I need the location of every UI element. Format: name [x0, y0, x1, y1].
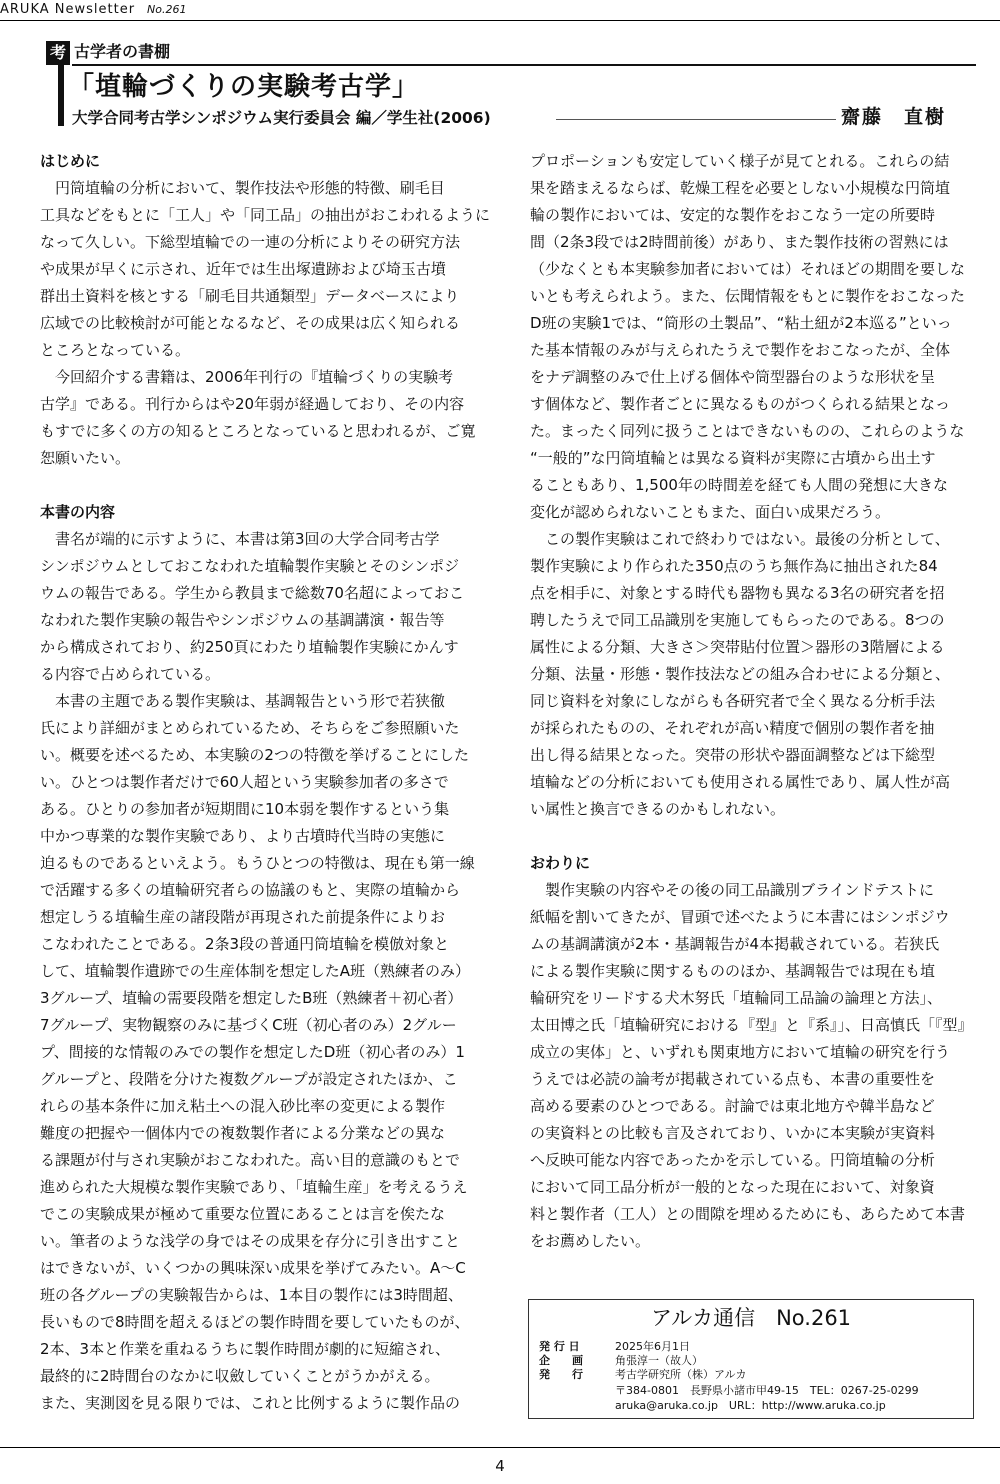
text-line: でこの実験成果が極めて重要な位置にあることは言を俟たな — [40, 1205, 446, 1223]
colophon-row — [539, 1368, 747, 1382]
text-line: 紙幅を割いてきたが、冒頭で述べたように本書にはシンポジウ — [530, 908, 950, 926]
colophon-row — [539, 1340, 690, 1354]
text-line: 7グループ、実物観察のみに基づくC班（初心者のみ）2グルー — [40, 1016, 457, 1034]
text-line: ることもあり、1,500年の時間差を経ても人間の発想に大きな — [530, 476, 948, 494]
text-line: 円筒埴輪の分析において、製作技法や形態的特徴、刷毛目 — [40, 179, 445, 197]
newsletter-name: ARUKA Newsletter — [0, 2, 136, 17]
colophon-title: アルカ通信 No.261 — [650, 1306, 852, 1330]
text-line: い。ひとつは製作者だけで60人超という実験参加者の多さで — [40, 773, 449, 791]
text-line: をナデ調整のみで仕上げる個体や筒型器台のような形状を呈 — [530, 368, 936, 386]
page-number: 4 — [495, 1457, 505, 1475]
text-line: なわれた製作実験の報告やシンポジウムの基調講演・報告等 — [40, 611, 445, 629]
text-line: なって久しい。下総型埴輪での一連の分析によりその研究方法 — [40, 233, 461, 251]
colophon-contact[interactable]: aruka@aruka.co.jp URL：http://www.aruka.co.jp — [615, 1399, 886, 1412]
text-line: 変化が認められないこともまた、面白い成果だろう。 — [530, 503, 891, 521]
series-name: 古学者の書棚 — [74, 42, 171, 61]
reviewer-name: 齋藤 直樹 — [840, 106, 946, 128]
series-mark: 考 — [46, 41, 70, 65]
text-line: この製作実験はこれで終わりではない。最後の分析として、 — [530, 530, 950, 548]
colophon-row — [539, 1354, 703, 1368]
colophon-label: 発 行 日 — [539, 1340, 580, 1353]
text-line: から構成されており、約250頁にわたり埴輪製作実験にかんす — [40, 638, 459, 656]
text-line: 太田博之氏「埴輪研究における『型』と『系』」、日高慎氏「『型』 — [530, 1016, 973, 1034]
section-heading: はじめに — [40, 152, 101, 170]
text-line: ある。ひとりの参加者が短期間に10本弱を製作するという集 — [40, 800, 450, 818]
text-line: 輪研究をリードする犬木努氏「埴輪同工品論の論理と方法」、 — [530, 989, 943, 1007]
section-heading: おわりに — [530, 854, 591, 872]
text-line: 埴輪などの分析においても使用される属性であり、属人性が高 — [530, 773, 951, 791]
text-line: れらの基本条件に加え粘土への混入砂比率の変更による製作 — [40, 1097, 446, 1115]
text-line: 2本、3本と作業を重ねるうちに製作時間が劇的に短縮され、 — [40, 1340, 450, 1358]
text-line: 出し得る結果となった。突帯の形状や器面調整などは下総型 — [530, 746, 936, 764]
text-line: 今回紹介する書籍は、2006年刊行の『埴輪づくりの実験考 — [40, 368, 454, 386]
colophon-label: 企 画 — [539, 1354, 583, 1367]
text-line: や成果が早くに示され、近年では生出塚遺跡および埼玉古墳 — [40, 260, 446, 278]
text-line: 3グループ、埴輪の需要段階を想定したB班（熟練者＋初心者） — [40, 989, 463, 1007]
text-line: 想定しうる埴輪生産の諸段階が再現された前提条件によりお — [40, 908, 446, 926]
left-column — [40, 148, 495, 1417]
text-line: こなわれたことである。2条3段の普通円筒埴輪を模倣対象と — [40, 935, 450, 953]
text-line: 恕願いたい。 — [40, 449, 131, 467]
colophon-value: 考古学研究所（株）アルカ — [615, 1368, 747, 1381]
text-line: また、実測図を見る限りでは、これと比例するように製作品の — [40, 1394, 461, 1412]
text-line: 果を踏まえるならば、乾燥工程を必要としない小規模な円筒埴 — [530, 179, 951, 197]
text-line: において同工品分析が一般的となった現在において、対象資 — [530, 1178, 935, 1196]
text-line: 製作実験により作られた350点のうち無作為に抽出された84 — [530, 557, 938, 575]
text-line: うえでは必読の論考が掲載されている点も、本書の重要性を — [530, 1070, 936, 1088]
book-title: 「埴輪づくりの実験考古学」 — [68, 72, 420, 102]
text-line: ウムの報告である。学生から教員まで総数70名超によっておこ — [40, 584, 464, 602]
series-rule — [72, 64, 976, 66]
text-line: して、埴輪製作遺跡での生産体制を想定したA班（熟練者のみ） — [40, 962, 470, 980]
text-line: 料と製作者（工人）との間隙を埋めるためにも、あらためて本書 — [530, 1205, 966, 1223]
text-line: “一般的”な円筒埴輪とは異なる資料が実際に古墳から出土す — [530, 449, 936, 467]
text-line: 工具などをもとに「工人」や「同工品」の抽出がおこわれるように — [40, 206, 491, 224]
text-line: 聘したうえで同工品識別を実施してもらったのである。8つの — [530, 611, 945, 629]
text-line: る内容で占められている。 — [40, 665, 221, 683]
text-line: す個体など、製作者ごとに異なるものがつくられる結果となっ — [530, 395, 951, 413]
text-line: （少なくとも本実験参加者においては）それほどの期間を要しな — [530, 260, 966, 278]
text-line: い。概要を述べるため、本実験の2つの特徴を挙げることにした — [40, 746, 469, 764]
text-line: はできないが、いくつかの興味深い成果を挙げてみたい。A～C — [40, 1259, 466, 1277]
issue-number: No.261 — [147, 3, 187, 16]
text-line: 進められた大規模な製作実験であり、「埴輪生産」を考えるうえ — [40, 1178, 468, 1196]
footer-rule — [0, 1447, 1000, 1448]
text-line: で活躍する多くの埴輪研究者らの協議のもと、実際の埴輪から — [40, 881, 461, 899]
text-line: る課題が付与され実験がおこなわれた。高い目的意識のもとで — [40, 1151, 461, 1169]
text-line: 班の各グループの実験報告からは、1本目の製作には3時間超、 — [40, 1286, 463, 1304]
colophon-address: 〒384-0801 長野県小諸市甲49-15 TEL：0267-25-0299 — [615, 1384, 919, 1397]
text-line: い。筆者のような浅学の身ではその成果を存分に引き出すこと — [40, 1232, 461, 1250]
text-line: シンポジウムとしておこなわれた埴輪製作実験とそのシンポジ — [40, 557, 460, 575]
text-line: 成立の実体」と、いずれも関東地方において埴輪の研究を行う — [530, 1043, 951, 1061]
text-line: 点を相手に、対象とする時代も器物も異なる3名の研究者を招 — [530, 584, 945, 602]
colophon-value: 角張淳一（故人） — [615, 1354, 703, 1367]
colophon-box — [528, 1299, 974, 1419]
right-column — [530, 148, 975, 1255]
text-line: 迫るものであるといえよう。もうひとつの特徴は、現在も第一線 — [40, 854, 475, 872]
text-line: 輪の製作においては、安定的な製作をおこなう一定の所要時 — [530, 206, 936, 224]
text-line: をお薦めしたい。 — [530, 1232, 651, 1250]
book-publication-info: 大学合同考古学シンポジウム実行委員会 編／学生社(2006) — [72, 109, 491, 127]
text-line: が採られたものの、それぞれが高い精度で個別の製作者を抽 — [530, 719, 935, 737]
text-line: プ、間接的な情報のみでの製作を想定したD班（初心者のみ）1 — [40, 1043, 465, 1061]
text-line: 難度の把握や一個体内での複数製作者による分業などの異な — [40, 1124, 446, 1142]
text-line: もすでに多くの方の知るところとなっていると思われるが、ご寛 — [40, 422, 476, 440]
text-line: 製作実験の内容やその後の同工品識別ブラインドテストに — [530, 881, 934, 899]
text-line: プロポーションも安定していく様子が見てとれる。これらの結 — [530, 152, 950, 170]
text-line: の実資料との比較も言及されており、いかに本実験が実資料 — [530, 1124, 936, 1142]
text-line: 間（2条3段では2時間前後）があり、また製作技術の習熟には — [530, 233, 949, 251]
header-rule — [0, 20, 1000, 21]
paragraph-spacer — [530, 823, 975, 850]
text-line: 中かつ専業的な製作実験であり、より古墳時代当時の実態に — [40, 827, 446, 845]
article-title-block — [46, 38, 976, 130]
text-line: 分類、法量・形態・製作技法などの組み合わせによる分類と、 — [530, 665, 951, 683]
text-line: ムの基調講演が2本・基調報告が4本掲載されている。若狭氏 — [530, 935, 940, 953]
colophon-label: 発 行 — [539, 1368, 583, 1381]
text-line: 同じ資料を対象にしながらも各研究者で全く異なる分析手法 — [530, 692, 936, 710]
info-rule — [556, 119, 836, 120]
text-line: へ反映可能な内容であったかを示している。円筒埴輪の分析 — [530, 1151, 935, 1169]
text-line: ところとなっている。 — [40, 341, 191, 359]
text-line: 最終的に2時間台のなかに収斂していくことがうかがえる。 — [40, 1367, 440, 1385]
text-line: 書名が端的に示すように、本書は第3回の大学合同考古学 — [40, 530, 440, 548]
text-line: 本書の主題である製作実験は、基調報告という形で若狭徹 — [40, 692, 446, 710]
header-title — [0, 0, 187, 20]
text-line: い属性と換言できるのかもしれない。 — [530, 800, 786, 818]
section-heading: 本書の内容 — [40, 503, 116, 521]
text-line: た基本情報のみが与えられたうえで製作をおこなったが、全体 — [530, 341, 951, 359]
text-line: いとも考えられよう。また、伝聞情報をもとに製作をおこなった — [530, 287, 966, 305]
text-line: 高める要素のひとつである。討論では東北地方や韓半島など — [530, 1097, 935, 1115]
paragraph-spacer — [40, 472, 495, 499]
text-line: 長いもので8時間を超えるほどの製作時間を要していたものが、 — [40, 1313, 470, 1331]
text-line: 古学』である。刊行からはや20年弱が経過しており、その内容 — [40, 395, 465, 413]
text-line: 属性による分類、大きさ＞突帯貼付位置＞器形の3階層による — [530, 638, 945, 656]
text-line: 広域での比較検討が可能となるなど、その成果は広く知られる — [40, 314, 461, 332]
colophon-value: 2025年6月1日 — [615, 1340, 690, 1353]
title-side-bar — [58, 65, 64, 126]
text-line: D班の実験1では、“筒形の土製品”、“粘土紐が2本巡る”といっ — [530, 314, 952, 332]
text-line: た。まったく同列に扱うことはできないものの、これらのような — [530, 422, 965, 440]
text-line: 群出土資料を核とする「刷毛目共通類型」データベースにより — [40, 287, 460, 305]
text-line: による製作実験に関するもののほか、基調報告では現在も埴 — [530, 962, 936, 980]
text-line: 氏により詳細がまとめられているため、そちらをご参照願いた — [40, 719, 460, 737]
text-line: グループと、段階を分けた複数グループが設定されたほか、こ — [40, 1070, 458, 1088]
newsletter-header — [0, 0, 1000, 22]
